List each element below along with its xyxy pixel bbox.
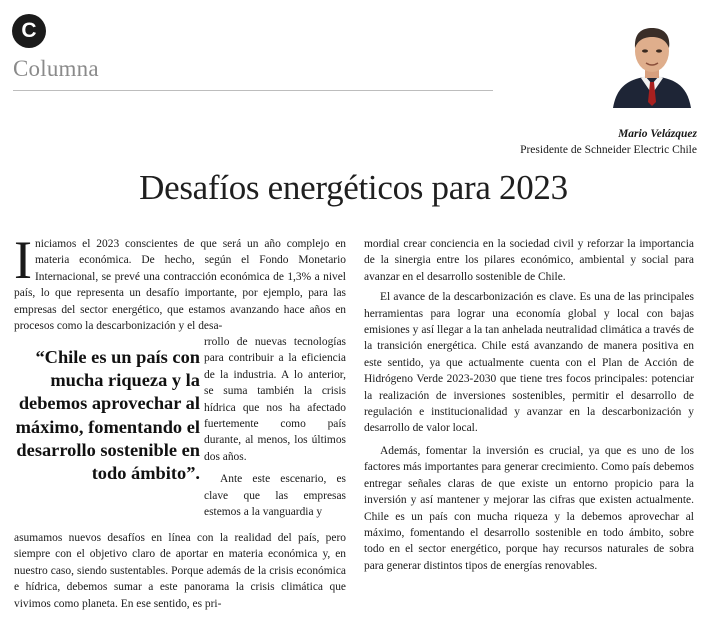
column-1-narrow bbox=[204, 334, 346, 520]
column-2-paragraph-1: mordial crear conciencia en la sociedad civil y reforzar la importancia de la sinergia entre los pilares económico, ambiental y social para avanzar en el desarrollo sostenible de Chile. bbox=[364, 238, 694, 283]
section-label: Columna bbox=[13, 56, 99, 81]
author-byline bbox=[520, 126, 697, 158]
pull-quote bbox=[14, 346, 200, 485]
column-1-intro-text: niciamos el 2023 conscientes de que será un año complejo en materia económica. De hecho, según el Fondo Monetario Internacional, se prevé una contracción económica de 1,3% a nivel país, lo que representa un desafío importante, por ejemplo, para las empresas del sector energético, que estamos avanzando hace años en procesos como la descarbonización y el desa- bbox=[14, 238, 346, 333]
column-1-narrow-paragraph: rrollo de nuevas tecnologías para contribuir a la eficiencia de la industria. A lo anterior, se suma también la crisis hídrica que nos ha afectado fuertemente como país durante, al menos, los últimos dos años. bbox=[204, 336, 346, 463]
column-1-narrow-paragraph-2: Ante este escenario, es clave que las empresas estemos a la vanguardia y bbox=[204, 473, 346, 519]
column-1-bottom bbox=[14, 530, 346, 612]
column-2-paragraph-3: Además, fomentar la inversión es crucial, ya que es uno de los factores más importantes para generar crecimiento. Como país debemos entregar señales claras de que existe un entorno propicio para la inversión y así mantener y mejorar las cifras que existen actualmente. Chile es un país con mucha riqueza y la debemos aprovechar al máximo, fomentando el desarrollo sostenible en todo ámbito, sobre todo en el sector energético, porque hay recursos naturales de sobra para generar distintos tipos de energías renovables. bbox=[364, 444, 694, 572]
column-2 bbox=[364, 236, 694, 574]
section-badge: C bbox=[12, 14, 46, 48]
column-1-top bbox=[14, 230, 346, 334]
column-2-paragraph-2: El avance de la descarbonización es clave. Es una de las principales herramientas para lograr una economía global y local con bajas emisiones y así llegar a la tan anhelada neutralidad climática a través de la transición energética. Chile está avanzando de manera positiva en este sentido, ya que actualmente cuenta con el Plan de Acción de Hidrógeno Verde 2023-2030 que tiene tres focos principales: potenciar la realización de inversiones sostenibles, permitir el desarrollo de regulación e institucionalidad y avanzar en la descarbonización y desarrollo de valor local. bbox=[364, 291, 694, 435]
article-headline: Desafíos energéticos para 2023 bbox=[139, 168, 568, 207]
pull-quote-text: “Chile es un país con mucha riqueza y la debemos aprovechar al máximo, fomentando el desarrollo sostenible en todo ámbito”. bbox=[15, 347, 200, 484]
author-name: Mario Velázquez bbox=[618, 128, 697, 140]
drop-cap: I bbox=[14, 230, 32, 290]
header-divider bbox=[13, 90, 493, 91]
author-photo bbox=[611, 18, 693, 108]
column-1-bottom-paragraph: asumamos nuevos desafíos en línea con la realidad del país, pero siempre con el objetivo claro de aportar en materia económica y, en nuestro caso, siendo sustentables. Porque además de la crisis económica e hídrica, debemos sumar a este panorama la crisis climática que vivimos como planeta. En ese sentido, es pri- bbox=[14, 532, 346, 610]
author-title: Presidente de Schneider Electric Chile bbox=[520, 144, 697, 156]
